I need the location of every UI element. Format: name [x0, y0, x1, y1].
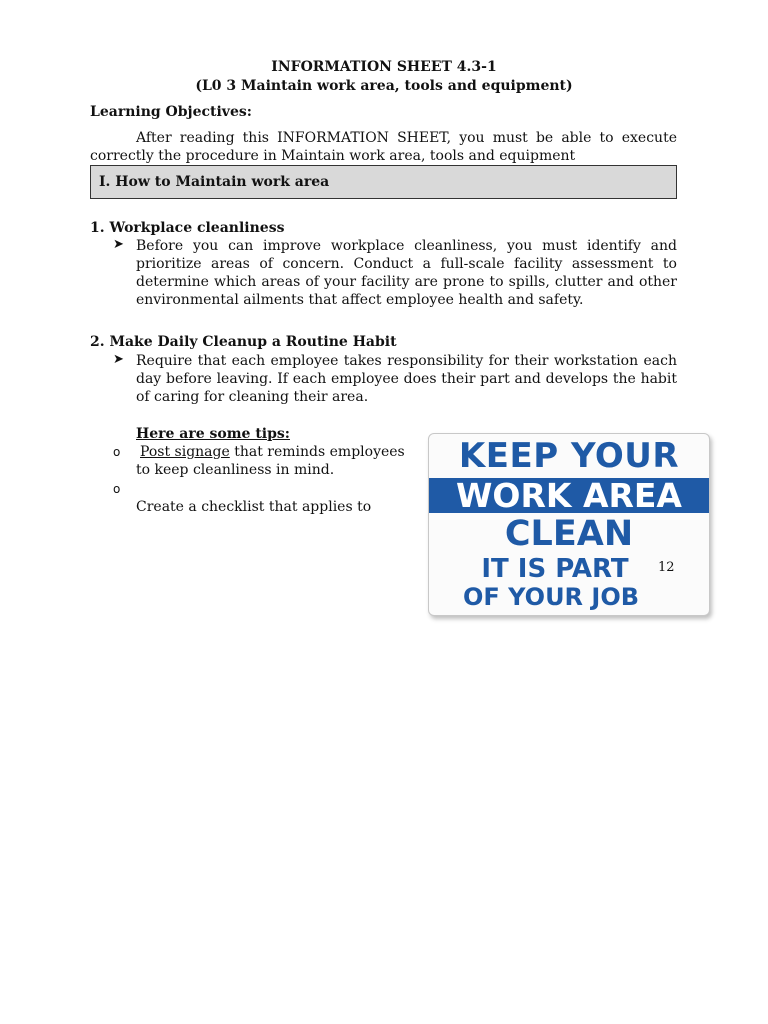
sign-line-1: KEEP YOUR	[458, 436, 680, 476]
item-bullet-text: Require that each employee takes responsibility for their workstation each day before leaving. If each employee does their part and develops the habit of caring for cleaning their area.	[136, 353, 677, 405]
section-header-label: I. How to Maintain work area	[99, 174, 330, 190]
tip-1-line-1	[140, 443, 405, 461]
item-heading-daily-cleanup: 2. Make Daily Cleanup a Routine Habit	[90, 334, 397, 350]
section-header-bar	[90, 165, 677, 199]
keep-work-area-clean-sign	[428, 433, 710, 616]
item-bullet-text: Before you can improve workplace cleanliness, you must identify and prioritize areas of concern. Conduct a full-scale facility assessment to determine which areas of your facility are prone to spills, clutter and other environmental ailments that affect employee health and safety.	[136, 238, 677, 308]
circle-bullet-icon: o	[113, 482, 121, 496]
sign-line-4: IT IS PART	[481, 554, 629, 584]
tip-1-line-2: to keep cleanliness in mind.	[136, 462, 335, 478]
post-signage-link[interactable]: Post signage	[140, 444, 230, 460]
tips-heading: Here are some tips:	[136, 426, 290, 442]
sign-line-5: OF YOUR JOB	[462, 583, 640, 611]
objectives-body: After reading this INFORMATION SHEET, you must be able to execute correctly the procedure in Maintain work area, tools and equipment	[90, 130, 677, 164]
sign-line-3: CLEAN	[504, 514, 634, 554]
tip-1-text: that reminds employees	[229, 444, 405, 460]
circle-bullet-icon: o	[113, 445, 121, 459]
sheet-title: INFORMATION SHEET 4.3-1	[271, 59, 497, 75]
objectives-heading: Learning Objectives:	[90, 104, 252, 120]
arrow-bullet-icon: ➤	[113, 352, 124, 367]
tip-2-text: Create a checklist that applies to	[136, 499, 372, 515]
arrow-bullet-icon: ➤	[113, 237, 124, 252]
page-number: 12	[658, 560, 675, 575]
sign-line-2: WORK AREA	[456, 476, 682, 515]
sheet-subtitle: (L0 3 Maintain work area, tools and equipment)	[195, 78, 573, 94]
item-heading-workplace-cleanliness: 1. Workplace cleanliness	[90, 220, 285, 236]
